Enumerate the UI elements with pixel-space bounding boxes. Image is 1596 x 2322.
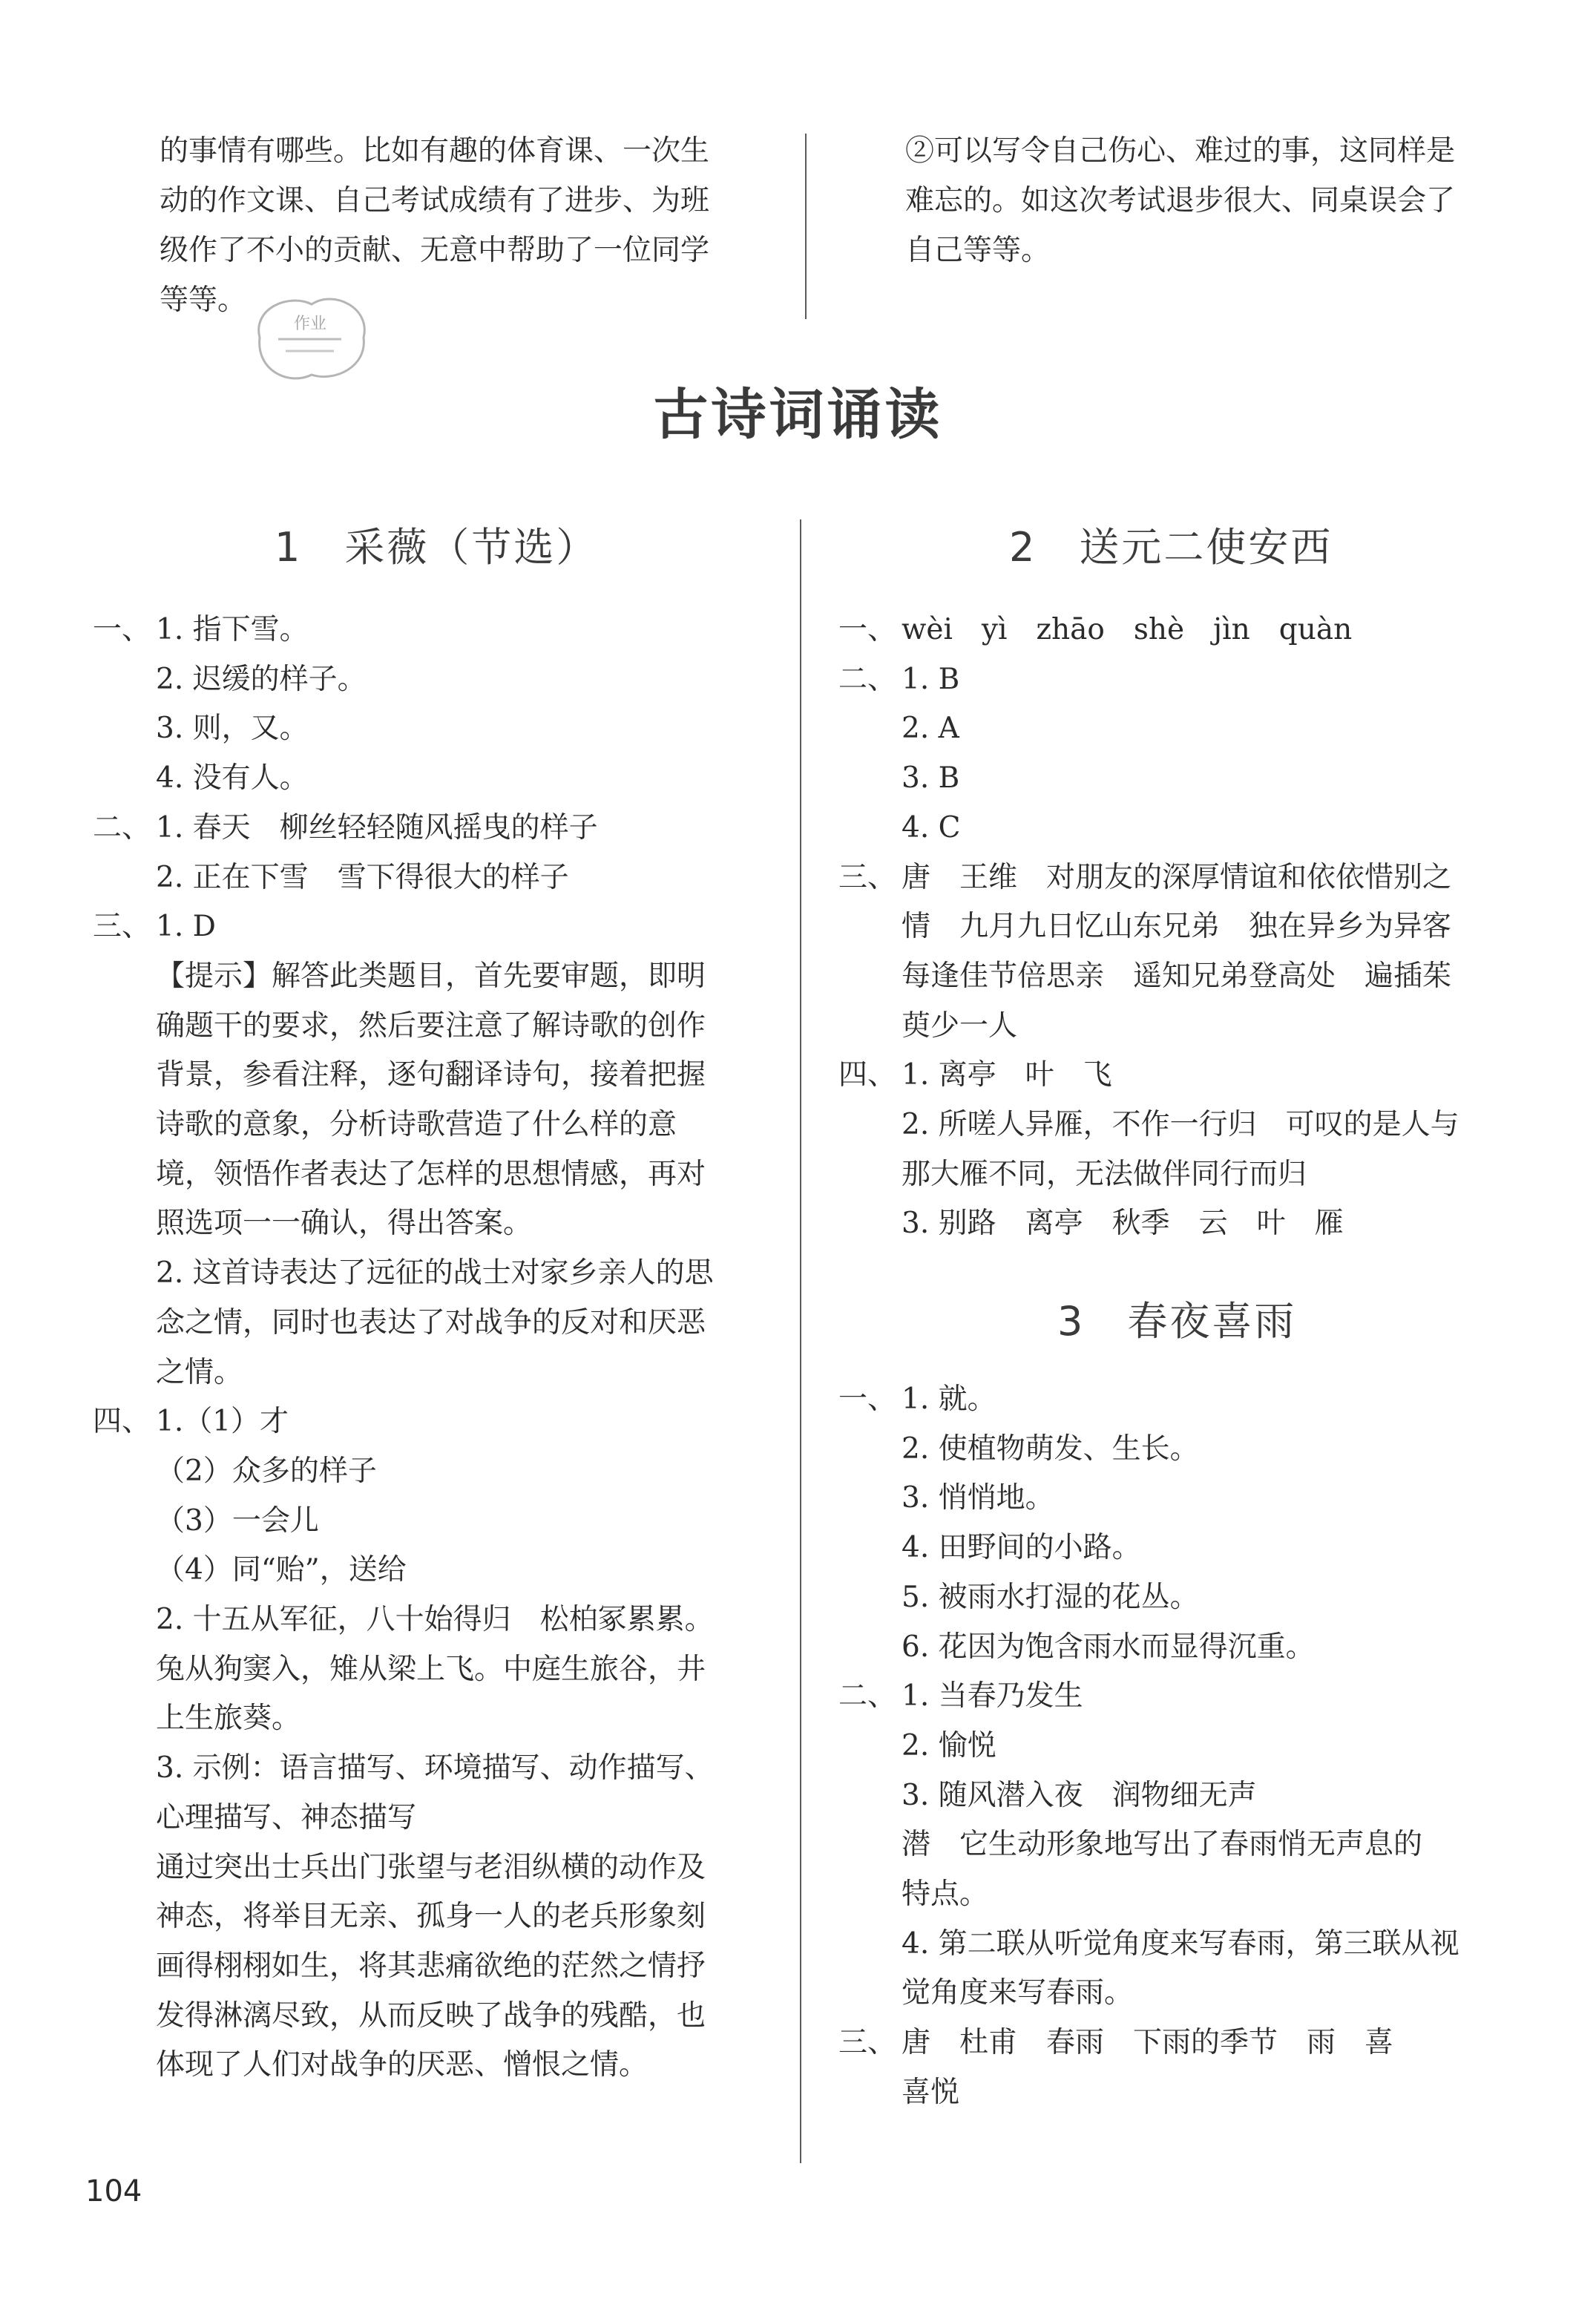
answer-line: 2. 正在下雪 雪下得很大的样子: [156, 860, 569, 894]
answer-line: 唐 王维 对朋友的深厚情谊和依依惜别之: [902, 860, 1452, 894]
text-line: 的事情有哪些。比如有趣的体育课、一次生: [160, 134, 710, 168]
answer-line: 3. 别路 离亭 秋季 云 叶 雁: [902, 1207, 1344, 1241]
answer-line: 画得栩栩如生，将其悲痛欲绝的茫然之情抒: [156, 1949, 706, 1983]
answer-line: 神态，将举目无亲、孤身一人的老兵形象刻: [156, 1900, 706, 1934]
answer-line: 念之情，同时也表达了对战争的反对和厌恶: [156, 1305, 706, 1339]
answer-line: wèi yì zhāo shè jìn quàn: [902, 613, 1353, 646]
answer-line: 3. 示例：语言描写、环境描写、动作描写、: [156, 1751, 714, 1785]
text-line: ②可以写令自己伤心、难过的事，这同样是: [905, 134, 1456, 168]
answer-line: 2. 愉悦: [902, 1728, 996, 1762]
answer-line: 特点。: [902, 1877, 989, 1911]
answer-line: 3. 则，又。: [156, 712, 309, 746]
answer-line: 1. 就。: [902, 1383, 996, 1416]
answer-line: 2. 这首诗表达了远征的战士对家乡亲人的思: [156, 1256, 714, 1290]
answer-line: 之情。: [156, 1355, 243, 1389]
text-line: 自己等等。: [905, 234, 1051, 267]
text-line: 等等。: [160, 283, 247, 317]
answer-line: 4. 没有人。: [156, 761, 309, 796]
answer-line: 每逢佳节倍思亲 遥知兄弟登高处 遍插茱: [902, 959, 1452, 993]
answer-line: 【提示】解答此类题目，首先要审题，即明: [156, 959, 706, 993]
answer-line: 境，领悟作者表达了怎样的思想情感，再对: [156, 1157, 706, 1191]
answer-line: 1. D: [156, 910, 216, 944]
text-line: 难忘的。如这次考试退步很大、同桌误会了: [905, 184, 1456, 217]
question-number: 一、: [838, 613, 897, 646]
answer-line: 1. 当春乃发生: [902, 1679, 1083, 1713]
answer-line: 2. A: [902, 712, 959, 746]
answer-line: （2）众多的样子: [156, 1454, 377, 1488]
section-2-title: 2 送元二使安西: [1009, 524, 1333, 571]
answer-line: 发得淋漓尽致，从而反映了战争的残酷，也: [156, 1998, 706, 2033]
section-3-title: 3 春夜喜雨: [1057, 1298, 1297, 1345]
answer-line: 6. 花因为饱含雨水而显得沉重。: [902, 1630, 1315, 1664]
page-number: 104: [85, 2174, 142, 2208]
text-line: 级作了不小的贡献、无意中帮助了一位同学: [160, 234, 710, 267]
question-number: 二、: [838, 662, 897, 696]
answer-line: 喜悦: [902, 2075, 960, 2109]
answer-line: 4. 田野间的小路。: [902, 1531, 1141, 1565]
answer-line: 兔从狗窦入，雉从梁上飞。中庭生旅谷，井: [156, 1652, 706, 1686]
answer-line: 背景，参看注释，逐句翻译诗句，接着把握: [156, 1058, 706, 1092]
answer-line: 觉角度来写春雨。: [902, 1976, 1134, 2010]
answer-line: （4）同“贻”，送给: [156, 1553, 407, 1587]
question-number: 三、: [838, 860, 897, 894]
answer-line: 体现了人们对战争的厌恶、憎恨之情。: [156, 2048, 648, 2082]
question-number: 三、: [93, 910, 151, 944]
answer-line: 照选项一一确认，得出答案。: [156, 1207, 533, 1241]
answer-line: 1. B: [902, 662, 960, 696]
answer-line: 1. 春天 柳丝轻轻随风摇曳的样子: [156, 810, 598, 844]
answer-line: 情 九月九日忆山东兄弟 独在异乡为异客: [902, 910, 1452, 944]
answer-line: 诗歌的意象，分析诗歌营造了什么样的意: [156, 1108, 677, 1141]
answer-line: 3. 悄悄地。: [902, 1481, 1054, 1515]
answer-line: 心理描写、神态描写: [156, 1800, 417, 1834]
question-number: 四、: [93, 1405, 151, 1439]
answer-line: 3. B: [902, 761, 960, 796]
text-line: 动的作文课、自己考试成绩有了进步、为班: [160, 184, 710, 217]
answer-line: 1.（1）才: [156, 1405, 289, 1439]
answer-line: 4. C: [902, 810, 961, 844]
answer-line: 5. 被雨水打湿的花丛。: [902, 1580, 1199, 1614]
answer-line: 萸少一人: [902, 1009, 1018, 1043]
page-main-title: 古诗词诵读: [653, 383, 943, 447]
answer-line: 2. 迟缓的样子。: [156, 662, 367, 696]
question-number: 三、: [838, 2026, 897, 2060]
answer-line: 1. 指下雪。: [156, 613, 309, 646]
answer-line: 通过突出士兵出门张望与老泪纵横的动作及: [156, 1850, 706, 1884]
answer-line: 1. 离亭 叶 飞: [902, 1058, 1112, 1092]
question-number: 一、: [93, 613, 151, 646]
question-number: 四、: [838, 1058, 897, 1092]
top-divider: [805, 134, 807, 319]
question-number: 二、: [93, 810, 151, 844]
question-number: 二、: [838, 1679, 897, 1713]
answer-line: 2. 所嗟人异雁，不作一行归 可叹的是人与: [902, 1108, 1459, 1141]
answer-line: （3）一会儿: [156, 1503, 319, 1538]
answer-line: 上生旅葵。: [156, 1702, 301, 1736]
answer-line: 那大雁不同，无法做伴同行而归: [902, 1157, 1307, 1191]
answer-line: 2. 十五从军征，八十始得归 松柏冢累累。: [156, 1603, 714, 1636]
column-divider: [800, 519, 801, 2163]
stamp-text: 作业: [293, 315, 327, 333]
answer-line: 4. 第二联从听觉角度来写春雨，第三联从视: [902, 1926, 1459, 1961]
section-1-title: 1 采薇（节选）: [275, 524, 599, 571]
answer-line: 3. 随风潜入夜 润物细无声: [902, 1778, 1257, 1812]
question-number: 一、: [838, 1383, 897, 1416]
answer-line: 潜 它生动形象地写出了春雨悄无声息的: [902, 1828, 1423, 1862]
answer-line: 唐 杜甫 春雨 下雨的季节 雨 喜: [902, 2026, 1394, 2060]
answer-line: 2. 使植物萌发、生长。: [902, 1431, 1199, 1466]
answer-line: 确题干的要求，然后要注意了解诗歌的创作: [156, 1009, 706, 1043]
